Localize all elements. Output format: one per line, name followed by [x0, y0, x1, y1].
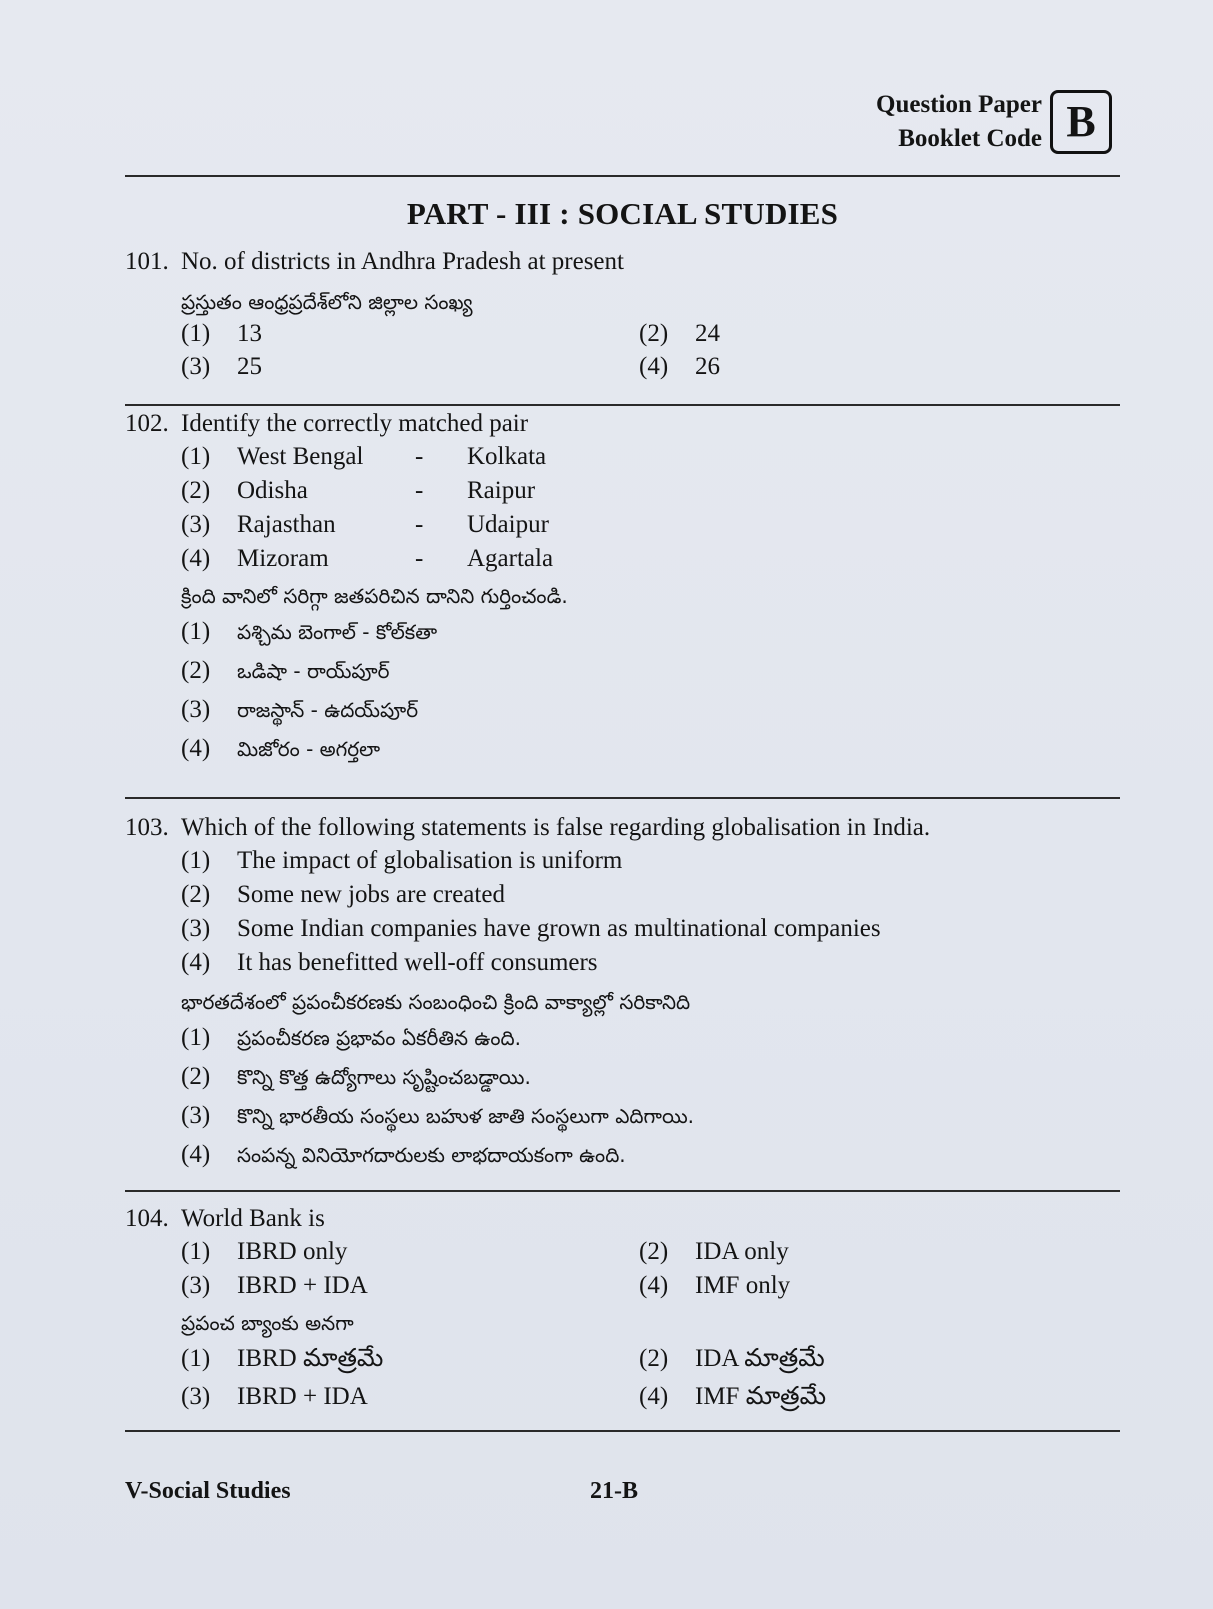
option-3: (3) 25 [181, 353, 262, 380]
question-number: 101. [125, 248, 169, 275]
option-2: (2) 24 [639, 320, 720, 347]
option-te-2: (2) ఒడిషా - రాయ్‌పూర్ [181, 657, 390, 684]
question-text: 104. World Bank is [125, 1205, 325, 1232]
part-title: PART - III : SOCIAL STUDIES [406, 196, 839, 231]
option-te-2: (2) IDA మాత్రమే [639, 1345, 825, 1372]
pair-2: (2) Odisha - Raipur [181, 477, 536, 504]
option-te-2: (2) కొన్ని కొత్త ఉద్యోగాలు సృష్టించబడ్డాయి. [181, 1063, 531, 1090]
option-4: (4) It has benefitted well-off consumers [181, 949, 598, 976]
option-3: (3) Some Indian companies have grown as multinational companies [181, 915, 881, 942]
question-text: 102. Identify the correctly matched pair [125, 410, 529, 437]
booklet-code-label-line2: Booklet Code [898, 125, 1042, 152]
option-2: (2) Some new jobs are created [181, 881, 505, 908]
pair-4: (4) Mizoram - Agartala [181, 545, 554, 572]
booklet-code-block [850, 88, 1120, 158]
footer-page-number: 21-B [590, 1478, 638, 1504]
question-text-telugu: భారతదేశంలో ప్రపంచీకరణకు సంబంధించి క్రింది వాక్యాల్లో సరికానిది [181, 990, 691, 1014]
option-te-1: (1) IBRD మాత్రమే [181, 1345, 384, 1372]
option-1: (1) 13 [181, 320, 262, 347]
question-text-telugu: ప్రపంచ బ్యాంకు అనగా [181, 1311, 354, 1335]
booklet-code-label [850, 88, 1042, 156]
option-2: (2) IDA only [639, 1238, 789, 1265]
option-te-4: (4) IMF మాత్రమే [639, 1383, 827, 1410]
option-te-4: (4) మిజోరం - అగర్తలా [181, 735, 381, 762]
divider [125, 404, 1120, 406]
divider [125, 175, 1120, 177]
question-text-telugu: ప్రస్తుతం ఆంధ్రప్రదేశ్‌లోని జిల్లాల సంఖ్య [181, 290, 473, 314]
option-te-3: (3) కొన్ని భారతీయ సంస్థలు బహుళ జాతి సంస్థలుగా ఎదిగాయి. [181, 1102, 695, 1129]
option-te-3: (3) IBRD + IDA [181, 1383, 368, 1410]
question-text: 101. No. of districts in Andhra Pradesh at present [125, 248, 624, 275]
option-1: (1) The impact of globalisation is uniform [181, 847, 623, 874]
option-te-4: (4) సంపన్న వినియోగదారులకు లాభదాయకంగా ఉంది. [181, 1141, 626, 1168]
question-number: 103. [125, 814, 169, 841]
option-te-1: (1) ప్రపంచీకరణ ప్రభావం ఏకరీతిన ఉంది. [181, 1024, 521, 1051]
option-te-1: (1) పశ్చిమ బెంగాల్ - కోల్‌కతా [181, 618, 438, 645]
question-text: 103. Which of the following statements is false regarding globalisation in India. [125, 814, 931, 841]
pair-3: (3) Rajasthan - Udaipur [181, 511, 549, 538]
question-number: 104. [125, 1205, 169, 1232]
divider [125, 797, 1120, 799]
divider [125, 1430, 1120, 1432]
option-4: (4) IMF only [639, 1272, 791, 1299]
footer-subject: V-Social Studies [125, 1478, 291, 1504]
option-3: (3) IBRD + IDA [181, 1272, 368, 1299]
question-text-telugu: క్రింది వానిలో సరిగ్గా జతపరిచిన దానిని గుర్తించండి. [181, 584, 568, 608]
divider [125, 1190, 1120, 1192]
option-te-3: (3) రాజస్థాన్ - ఉదయ్‌పూర్ [181, 696, 419, 723]
booklet-code-box: B [1050, 90, 1112, 154]
question-number: 102. [125, 410, 169, 437]
pair-1: (1) West Bengal - Kolkata [181, 443, 547, 470]
option-1: (1) IBRD only [181, 1238, 348, 1265]
option-4: (4) 26 [639, 353, 720, 380]
booklet-code-label-line1: Question Paper [876, 91, 1042, 118]
